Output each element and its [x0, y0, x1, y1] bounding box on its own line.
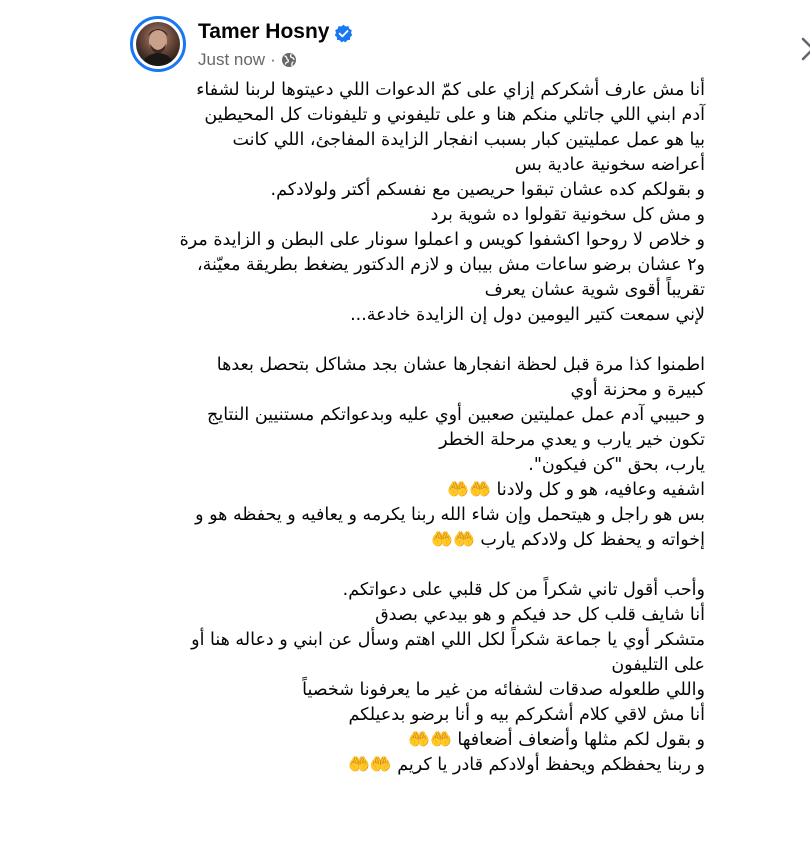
text-line: و٢ عشان برضو ساعات مش بيبان و لازم الدكتور يضغط بطريقة معيّنة،	[197, 255, 705, 275]
text-line: كبيرة و محزنة أوي	[570, 380, 705, 400]
text-line: واللي طلعوله صدقات لشفائه من غير ما يعرفونا شخصياً	[302, 680, 705, 700]
text-line: يارب، بحق "كن فيكون".	[528, 455, 705, 475]
avatar[interactable]	[130, 16, 186, 72]
post-text	[70, 78, 705, 778]
text-line: أنا مش عارف أشكركم إزاي على كمّ الدعوات اللي دعيتوها لربنا لشفاء	[196, 80, 705, 100]
paragraph-gap	[70, 328, 705, 353]
text-line: و مش كل سخونية تقولوا ده شوية برد	[430, 205, 705, 225]
text-line: و خلاص لا روحوا اكشفوا كويس و اعملوا سونار على البطن و الزايدة مرة	[179, 230, 705, 250]
text-line: و حبيبي آدم عمل عمليتين صعبين أوي عليه وبدعواتكم مستنيين النتايج	[207, 405, 705, 425]
globe-icon[interactable]	[281, 52, 297, 68]
text-line: بيا هو عمل عمليتين كبار بسبب انفجار الزايدة المفاجئ، اللي كانت	[232, 130, 705, 150]
meta-separator: ·	[270, 50, 276, 69]
text-line: اشفيه وعافيه، هو و كل ولادنا 🤲🤲	[447, 480, 705, 500]
text-line: وأحب أقول تاني شكراً من كل قلبي على دعواتكم.	[342, 580, 705, 600]
post-timestamp[interactable]: Just now	[198, 50, 266, 69]
text-line: و بقول لكم مثلها وأضعاف أضعافها 🤲🤲	[408, 730, 705, 750]
close-icon[interactable]	[794, 30, 810, 68]
text-line: أنا شايف قلب كل حد فيكم و هو بيدعي بصدق	[375, 605, 705, 625]
post-header	[130, 14, 700, 84]
text-line: أنا مش لاقي كلام أشكركم بيه و أنا برضو بدعيلكم	[348, 705, 705, 725]
author-name[interactable]: Tamer Hosny	[198, 20, 330, 43]
text-line: اطمنوا كذا مرة قبل لحظة انفجارها عشان بجد مشاكل بتحصل بعدها	[216, 355, 705, 375]
text-line: و بقولكم كده عشان تبقوا حريصين مع نفسكم أكتر ولولادكم.	[270, 180, 705, 200]
text-line: آدم ابني اللي جاتلي منكم هنا و على تليفوني و تليفونات كل المحيطين	[204, 105, 705, 125]
post-meta	[198, 50, 297, 70]
text-line: لإني سمعت كتير اليومين دول إن الزايدة خادعة...	[350, 305, 705, 325]
text-line: تكون خير يارب و يعدي مرحلة الخطر	[439, 430, 705, 450]
text-line: بس هو راجل و هيتحمل وإن شاء الله ربنا يكرمه و يعافيه و يحفظه هو و	[195, 505, 705, 525]
text-line: أعراضه سخونية عادية بس	[514, 155, 705, 175]
text-line: على التليفون	[611, 655, 705, 675]
paragraph-gap	[70, 553, 705, 578]
text-line: متشكر أوي يا جماعة شكراً لكل اللي اهتم وسأل عن ابني و دعاله هنا أو	[191, 630, 705, 650]
text-line: إخواته و يحفظ كل ولادكم يارب 🤲🤲	[431, 530, 705, 550]
verified-badge-icon	[334, 24, 353, 43]
text-line: تقريباً أقوى شوية عشان يعرف	[484, 280, 705, 300]
text-line: و ربنا يحفظكم ويحفظ أولادكم قادر يا كريم 🤲🤲	[348, 755, 705, 775]
avatar-photo	[136, 22, 180, 66]
